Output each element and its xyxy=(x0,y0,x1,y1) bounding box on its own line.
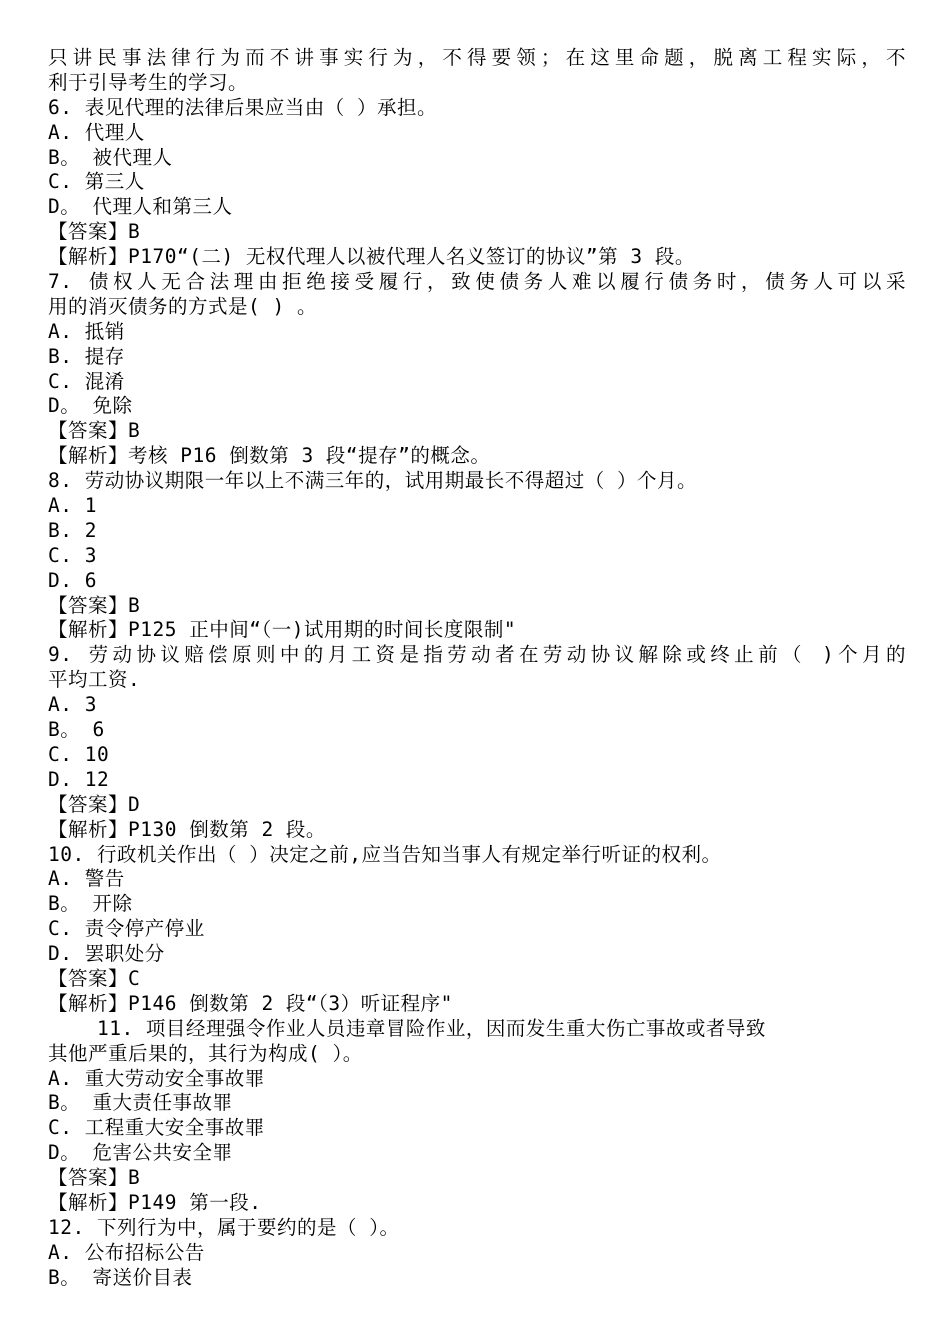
question-7-stem: 7. 债权人无合法理由拒绝接受履行，致使债务人难以履行债务时，债务人可以采 xyxy=(48,270,906,294)
text-line: 只讲民事法律行为而不讲事实行为，不得要领；在这里命题，脱离工程实际，不 xyxy=(48,46,906,69)
question-11-stem: 11. 项目经理强令作业人员违章冒险作业，因而发生重大伤亡事故或者导致 xyxy=(48,1016,766,1040)
question-11-option-a: A. 重大劳动安全事故罪 xyxy=(48,1066,265,1090)
question-11-stem-cont: 其他严重后果的，其行为构成( ）。 xyxy=(48,1041,363,1065)
question-8-analysis: 【解析】P125 正中间“（一)试用期的时间长度限制" xyxy=(48,618,517,642)
question-10-option-c: C. 责令停产停业 xyxy=(48,917,205,941)
question-6-option-c: C. 第三人 xyxy=(48,170,145,194)
question-7-option-b: B. 提存 xyxy=(48,344,125,368)
question-7-option-d: D。 免除 xyxy=(48,394,133,418)
question-11-option-b: B。 重大责任事故罪 xyxy=(48,1091,233,1115)
question-12-option-a: A. 公布招标公告 xyxy=(48,1240,205,1264)
question-7-option-a: A. 抵销 xyxy=(48,319,125,343)
question-10-answer: 【答案】C xyxy=(48,966,141,990)
question-10-stem: 10. 行政机关作出（ ）决定之前,应当告知当事人有规定举行听证的权利。 xyxy=(48,842,722,866)
document-page xyxy=(48,46,906,1291)
question-8-option-d: D. 6 xyxy=(48,568,97,592)
question-6-answer: 【答案】B xyxy=(48,220,141,244)
question-8-option-a: A. 1 xyxy=(48,494,97,518)
text-line: 利于引导考生的学习。 xyxy=(48,70,249,94)
question-11-option-c: C. 工程重大安全事故罪 xyxy=(48,1116,265,1140)
question-11-option-d: D。 危害公共安全罪 xyxy=(48,1141,233,1165)
question-10-option-d: D. 罢职处分 xyxy=(48,942,165,966)
question-9-option-c: C. 10 xyxy=(48,742,110,766)
question-12-stem: 12. 下列行为中，属于要约的是（ ）。 xyxy=(48,1215,400,1239)
question-8-option-b: B. 2 xyxy=(48,518,97,542)
question-6-analysis: 【解析】P170“(二) 无权代理人以被代理人名义签订的协议”第 3 段。 xyxy=(48,245,695,269)
question-9-option-a: A. 3 xyxy=(48,693,97,717)
question-12-option-b: B。 寄送价目表 xyxy=(48,1265,193,1289)
question-7-analysis: 【解析】考核 P16 倒数第 3 段“提存”的概念。 xyxy=(48,444,491,468)
question-8-answer: 【答案】B xyxy=(48,593,141,617)
question-11-analysis: 【解析】P149 第一段. xyxy=(48,1190,262,1214)
question-9-stem-cont: 平均工资. xyxy=(48,668,141,692)
question-9-analysis: 【解析】P130 倒数第 2 段。 xyxy=(48,817,326,841)
question-6-option-d: D。 代理人和第三人 xyxy=(48,195,233,219)
question-10-option-b: B。 开除 xyxy=(48,892,133,916)
question-6-stem: 6. 表见代理的法律后果应当由（ ）承担。 xyxy=(48,95,437,119)
question-9-answer: 【答案】D xyxy=(48,792,141,816)
question-11-answer: 【答案】B xyxy=(48,1166,141,1190)
question-10-analysis: 【解析】P146 倒数第 2 段“（3）听证程序" xyxy=(48,991,453,1015)
question-7-stem-cont: 用的消灭债务的方式是( ) 。 xyxy=(48,294,317,318)
question-9-stem: 9. 劳动协议赔偿原则中的月工资是指劳动者在劳动协议解除或终止前（ )个月的 xyxy=(48,643,906,667)
question-7-option-c: C. 混淆 xyxy=(48,369,125,393)
question-8-stem: 8. 劳动协议期限一年以上不满三年的，试用期最长不得超过（ ）个月。 xyxy=(48,469,697,493)
question-7-answer: 【答案】B xyxy=(48,419,141,443)
question-8-option-c: C. 3 xyxy=(48,543,97,567)
question-9-option-d: D. 12 xyxy=(48,767,110,791)
question-6-option-b: B。 被代理人 xyxy=(48,145,173,169)
question-9-option-b: B。 6 xyxy=(48,718,105,742)
question-6-option-a: A. 代理人 xyxy=(48,120,145,144)
question-10-option-a: A. 警告 xyxy=(48,867,125,891)
